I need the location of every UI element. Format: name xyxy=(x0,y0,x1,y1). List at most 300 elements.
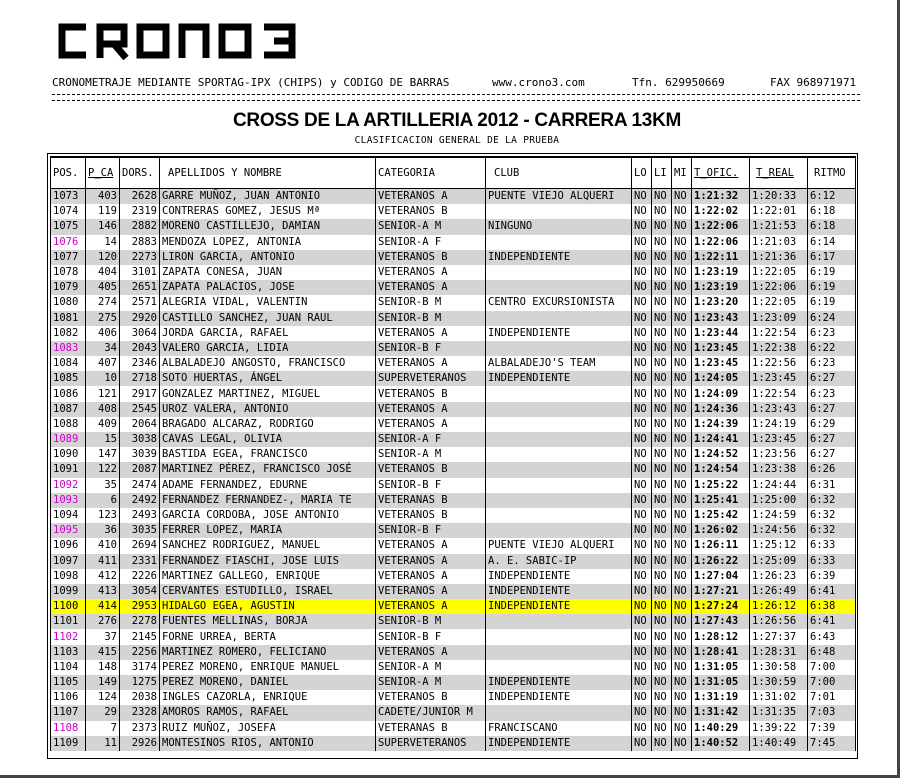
cell-name: RUIZ MUÑOZ, JOSEFA xyxy=(160,721,376,736)
cell-t-ofic: 1:25:42 xyxy=(692,508,750,523)
cell-lo: NO xyxy=(632,569,652,584)
cell-ritmo: 6:18 xyxy=(808,204,856,219)
table-row xyxy=(51,386,856,401)
cell-ritmo: 6:17 xyxy=(808,250,856,265)
cell-name: SANCHEZ RODRIGUEZ, MANUEL xyxy=(160,538,376,553)
cell-categoria: VETERANOS A xyxy=(376,280,486,295)
cell-dors: 3174 xyxy=(120,660,160,675)
table-row xyxy=(51,660,856,675)
cell-li: NO xyxy=(652,554,672,569)
cell-club: NINGUNO xyxy=(486,219,632,234)
cell-club: A. E. SABIC-IP xyxy=(486,554,632,569)
cell-ritmo: 6:19 xyxy=(808,295,856,310)
cell-categoria: SENIOR-A M xyxy=(376,675,486,690)
col-mi: MI xyxy=(672,157,692,189)
cell-name: MARTINEZ GALLEGO, ENRIQUE xyxy=(160,569,376,584)
cell-pca: 406 xyxy=(86,326,120,341)
cell-lo: NO xyxy=(632,265,652,280)
cell-t-real: 1:23:45 xyxy=(750,371,808,386)
cell-pos: 1094 xyxy=(51,508,86,523)
table-row xyxy=(51,204,856,219)
cell-li: NO xyxy=(652,326,672,341)
cell-lo: NO xyxy=(632,538,652,553)
cell-ritmo: 6:23 xyxy=(808,356,856,371)
cell-mi: NO xyxy=(672,690,692,705)
cell-pos: 1078 xyxy=(51,265,86,280)
cell-categoria: VETERANOS A xyxy=(376,356,486,371)
cell-pca: 34 xyxy=(86,341,120,356)
cell-t-ofic: 1:28:12 xyxy=(692,629,750,644)
cell-t-real: 1:22:05 xyxy=(750,265,808,280)
cell-lo: NO xyxy=(632,493,652,508)
cell-pca: 15 xyxy=(86,432,120,447)
col-categoria: CATEGORIA xyxy=(376,157,486,189)
cell-ritmo: 7:01 xyxy=(808,690,856,705)
cell-dors: 2651 xyxy=(120,280,160,295)
results-table-frame xyxy=(47,153,858,759)
cell-ritmo: 7:39 xyxy=(808,721,856,736)
cell-ritmo: 6:43 xyxy=(808,629,856,644)
cell-ritmo: 6:31 xyxy=(808,478,856,493)
cell-pos: 1090 xyxy=(51,447,86,462)
cell-dors: 2373 xyxy=(120,721,160,736)
cell-mi: NO xyxy=(672,189,692,205)
cell-pca: 124 xyxy=(86,690,120,705)
cell-lo: NO xyxy=(632,721,652,736)
cell-mi: NO xyxy=(672,447,692,462)
cell-dors: 2926 xyxy=(120,736,160,751)
cell-lo: NO xyxy=(632,614,652,629)
cell-name: UROZ VALERA, ANTONIO xyxy=(160,402,376,417)
cell-li: NO xyxy=(652,508,672,523)
cell-t-real: 1:30:59 xyxy=(750,675,808,690)
phone: Tfn. 629950669 xyxy=(632,76,725,89)
table-row xyxy=(51,326,856,341)
table-row xyxy=(51,645,856,660)
cell-t-real: 1:26:12 xyxy=(750,599,808,614)
cell-mi: NO xyxy=(672,295,692,310)
cell-mi: NO xyxy=(672,326,692,341)
table-row xyxy=(51,569,856,584)
cell-dors: 2346 xyxy=(120,356,160,371)
cell-li: NO xyxy=(652,265,672,280)
cell-t-real: 1:26:49 xyxy=(750,584,808,599)
cell-t-real: 1:31:35 xyxy=(750,705,808,720)
cell-ritmo: 6:23 xyxy=(808,386,856,401)
cell-lo: NO xyxy=(632,554,652,569)
cell-lo: NO xyxy=(632,189,652,205)
cell-dors: 3101 xyxy=(120,265,160,280)
cell-name: BASTIDA EGEA, FRANCISCO xyxy=(160,447,376,462)
cell-dors: 2328 xyxy=(120,705,160,720)
cell-name: MENDOZA LOPEZ, ANTONIA xyxy=(160,235,376,250)
cell-pos: 1093 xyxy=(51,493,86,508)
cell-club xyxy=(486,204,632,219)
cell-club xyxy=(486,462,632,477)
cell-club xyxy=(486,386,632,401)
cell-pos: 1083 xyxy=(51,341,86,356)
cell-t-ofic: 1:24:05 xyxy=(692,371,750,386)
cell-pca: 123 xyxy=(86,508,120,523)
cell-t-ofic: 1:23:45 xyxy=(692,356,750,371)
cell-t-ofic: 1:24:54 xyxy=(692,462,750,477)
cell-categoria: VETERANAS B xyxy=(376,493,486,508)
cell-t-real: 1:28:31 xyxy=(750,645,808,660)
cell-club: PUENTE VIEJO ALQUERI xyxy=(486,189,632,205)
cell-t-real: 1:22:38 xyxy=(750,341,808,356)
cell-dors: 2319 xyxy=(120,204,160,219)
page-title: CROSS DE LA ARTILLERIA 2012 - CARRERA 13KM xyxy=(232,110,682,131)
table-row xyxy=(51,341,856,356)
cell-t-real: 1:22:56 xyxy=(750,356,808,371)
cell-categoria: VETERANOS A xyxy=(376,326,486,341)
cell-categoria: SENIOR-B F xyxy=(376,341,486,356)
cell-li: NO xyxy=(652,311,672,326)
cell-li: NO xyxy=(652,417,672,432)
cell-categoria: SENIOR-B M xyxy=(376,614,486,629)
cell-name: VALERO GARCIA, LIDIA xyxy=(160,341,376,356)
fax: FAX 968971971 xyxy=(770,76,857,89)
cell-ritmo: 6:27 xyxy=(808,371,856,386)
cell-t-ofic: 1:26:22 xyxy=(692,554,750,569)
cell-name: MARTINEZ PÉREZ, FRANCISCO JOSÉ xyxy=(160,462,376,477)
cell-lo: NO xyxy=(632,235,652,250)
cell-club xyxy=(486,311,632,326)
cell-mi: NO xyxy=(672,584,692,599)
cell-li: NO xyxy=(652,462,672,477)
cell-pca: 147 xyxy=(86,447,120,462)
table-body xyxy=(51,189,856,751)
cell-lo: NO xyxy=(632,584,652,599)
cell-categoria: VETERANOS A xyxy=(376,402,486,417)
cell-ritmo: 6:39 xyxy=(808,569,856,584)
cell-lo: NO xyxy=(632,660,652,675)
cell-name: FUENTES MELLINAS, BORJA xyxy=(160,614,376,629)
cell-t-real: 1:25:12 xyxy=(750,538,808,553)
cell-t-ofic: 1:22:06 xyxy=(692,235,750,250)
cell-club: INDEPENDIENTE xyxy=(486,371,632,386)
col-t-ofic: T_OFIC. xyxy=(692,157,750,189)
cell-mi: NO xyxy=(672,705,692,720)
cell-lo: NO xyxy=(632,523,652,538)
website: www.crono3.com xyxy=(492,76,585,89)
cell-mi: NO xyxy=(672,219,692,234)
cell-dors: 2694 xyxy=(120,538,160,553)
cell-lo: NO xyxy=(632,326,652,341)
cell-lo: NO xyxy=(632,705,652,720)
cell-pca: 35 xyxy=(86,478,120,493)
cell-club: ALBALADEJO'S TEAM xyxy=(486,356,632,371)
cell-ritmo: 6:32 xyxy=(808,493,856,508)
cell-t-ofic: 1:23:43 xyxy=(692,311,750,326)
cell-dors: 3038 xyxy=(120,432,160,447)
cell-mi: NO xyxy=(672,280,692,295)
table-row xyxy=(51,675,856,690)
cell-pca: 414 xyxy=(86,599,120,614)
cell-t-real: 1:21:36 xyxy=(750,250,808,265)
cell-dors: 2226 xyxy=(120,569,160,584)
cell-mi: NO xyxy=(672,599,692,614)
cell-categoria: VETERANOS B xyxy=(376,204,486,219)
table-row xyxy=(51,250,856,265)
cell-name: HIDALGO EGEA, AGUSTIN xyxy=(160,599,376,614)
cell-mi: NO xyxy=(672,402,692,417)
cell-pos: 1079 xyxy=(51,280,86,295)
cell-mi: NO xyxy=(672,478,692,493)
cell-li: NO xyxy=(652,538,672,553)
cell-pos: 1076 xyxy=(51,235,86,250)
cell-li: NO xyxy=(652,250,672,265)
cell-name: GONZALEZ MARTINEZ, MIGUEL xyxy=(160,386,376,401)
cell-pos: 1101 xyxy=(51,614,86,629)
cell-lo: NO xyxy=(632,204,652,219)
cell-ritmo: 6:41 xyxy=(808,584,856,599)
cell-ritmo: 6:32 xyxy=(808,508,856,523)
table-row xyxy=(51,417,856,432)
table-row xyxy=(51,478,856,493)
cell-lo: NO xyxy=(632,462,652,477)
cell-dors: 2474 xyxy=(120,478,160,493)
cell-t-ofic: 1:24:36 xyxy=(692,402,750,417)
cell-club: INDEPENDIENTE xyxy=(486,690,632,705)
col-dors: DORS. xyxy=(120,157,160,189)
cell-pos: 1084 xyxy=(51,356,86,371)
cell-dors: 2953 xyxy=(120,599,160,614)
table-row xyxy=(51,614,856,629)
table-row xyxy=(51,432,856,447)
cell-dors: 2278 xyxy=(120,614,160,629)
cell-pca: 276 xyxy=(86,614,120,629)
cell-mi: NO xyxy=(672,265,692,280)
cell-ritmo: 6:41 xyxy=(808,614,856,629)
cell-t-real: 1:24:19 xyxy=(750,417,808,432)
cell-club xyxy=(486,235,632,250)
cell-li: NO xyxy=(652,523,672,538)
cell-categoria: VETERANOS A xyxy=(376,554,486,569)
cell-name: INGLES CAZORLA, ENRIQUE xyxy=(160,690,376,705)
results-table xyxy=(50,156,856,751)
table-row xyxy=(51,219,856,234)
cell-pos: 1089 xyxy=(51,432,86,447)
cell-name: ZAPATA PALACIOS, JOSE xyxy=(160,280,376,295)
cell-ritmo: 6:22 xyxy=(808,341,856,356)
cell-mi: NO xyxy=(672,341,692,356)
cell-pca: 403 xyxy=(86,189,120,205)
table-row xyxy=(51,371,856,386)
cell-pca: 408 xyxy=(86,402,120,417)
cell-t-real: 1:21:03 xyxy=(750,235,808,250)
cell-t-ofic: 1:21:32 xyxy=(692,189,750,205)
cell-li: NO xyxy=(652,402,672,417)
cell-ritmo: 6:19 xyxy=(808,265,856,280)
cell-name: FORNE URREA, BERTA xyxy=(160,629,376,644)
cell-club xyxy=(486,478,632,493)
cell-club: PUENTE VIEJO ALQUERI xyxy=(486,538,632,553)
cell-name: MONTESINOS RIOS, ANTONIO xyxy=(160,736,376,751)
cell-dors: 3064 xyxy=(120,326,160,341)
cell-categoria: VETERANOS B xyxy=(376,462,486,477)
cell-lo: NO xyxy=(632,311,652,326)
cell-li: NO xyxy=(652,371,672,386)
cell-club xyxy=(486,341,632,356)
cell-pca: 274 xyxy=(86,295,120,310)
cell-dors: 2545 xyxy=(120,402,160,417)
cell-ritmo: 6:32 xyxy=(808,523,856,538)
cell-club: INDEPENDIENTE xyxy=(486,584,632,599)
cell-categoria: VETERANOS B xyxy=(376,250,486,265)
col-pca: P_CA xyxy=(86,157,120,189)
cell-t-real: 1:22:06 xyxy=(750,280,808,295)
cell-pca: 148 xyxy=(86,660,120,675)
cell-lo: NO xyxy=(632,356,652,371)
cell-ritmo: 6:18 xyxy=(808,219,856,234)
cell-name: CASTILLO SANCHEZ, JUAN RAUL xyxy=(160,311,376,326)
cell-categoria: VETERANOS A xyxy=(376,189,486,205)
cell-li: NO xyxy=(652,705,672,720)
col-lo: LO xyxy=(632,157,652,189)
table-row xyxy=(51,523,856,538)
table-row xyxy=(51,356,856,371)
cell-mi: NO xyxy=(672,462,692,477)
cell-pca: 413 xyxy=(86,584,120,599)
cell-mi: NO xyxy=(672,569,692,584)
cell-categoria: VETERANOS A xyxy=(376,538,486,553)
cell-name: ALBALADEJO ANGOSTO, FRANCISCO xyxy=(160,356,376,371)
cell-dors: 2917 xyxy=(120,386,160,401)
cell-t-ofic: 1:27:21 xyxy=(692,584,750,599)
cell-ritmo: 6:26 xyxy=(808,462,856,477)
cell-club: INDEPENDIENTE xyxy=(486,250,632,265)
cell-club: INDEPENDIENTE xyxy=(486,326,632,341)
cell-li: NO xyxy=(652,295,672,310)
cell-t-real: 1:24:59 xyxy=(750,508,808,523)
cell-pca: 121 xyxy=(86,386,120,401)
cell-mi: NO xyxy=(672,508,692,523)
cell-pos: 1088 xyxy=(51,417,86,432)
table-row xyxy=(51,705,856,720)
cell-t-ofic: 1:23:19 xyxy=(692,280,750,295)
cell-mi: NO xyxy=(672,523,692,538)
cell-pos: 1074 xyxy=(51,204,86,219)
cell-club xyxy=(486,614,632,629)
cell-lo: NO xyxy=(632,629,652,644)
cell-t-ofic: 1:22:02 xyxy=(692,204,750,219)
cell-pos: 1102 xyxy=(51,629,86,644)
cell-name: FERRER LOPEZ, MARIA xyxy=(160,523,376,538)
table-row xyxy=(51,311,856,326)
cell-name: JORDA GARCIA, RAFAEL xyxy=(160,326,376,341)
cell-mi: NO xyxy=(672,371,692,386)
tagline: CRONOMETRAJE MEDIANTE SPORTAG-IPX (CHIPS) y CODIGO DE BARRAS xyxy=(52,76,450,89)
cell-lo: NO xyxy=(632,371,652,386)
cell-lo: NO xyxy=(632,417,652,432)
cell-ritmo: 6:27 xyxy=(808,402,856,417)
cell-li: NO xyxy=(652,629,672,644)
cell-dors: 2145 xyxy=(120,629,160,644)
cell-pca: 14 xyxy=(86,235,120,250)
cell-mi: NO xyxy=(672,250,692,265)
cell-t-real: 1:25:09 xyxy=(750,554,808,569)
cell-mi: NO xyxy=(672,417,692,432)
cell-dors: 2718 xyxy=(120,371,160,386)
cell-categoria: VETERANOS B xyxy=(376,508,486,523)
cell-t-ofic: 1:23:20 xyxy=(692,295,750,310)
table-row xyxy=(51,189,856,205)
cell-pca: 29 xyxy=(86,705,120,720)
cell-dors: 2038 xyxy=(120,690,160,705)
cell-t-ofic: 1:27:24 xyxy=(692,599,750,614)
cell-pca: 122 xyxy=(86,462,120,477)
table-row xyxy=(51,493,856,508)
cell-li: NO xyxy=(652,341,672,356)
cell-mi: NO xyxy=(672,736,692,751)
cell-dors: 2492 xyxy=(120,493,160,508)
cell-lo: NO xyxy=(632,599,652,614)
cell-pca: 10 xyxy=(86,371,120,386)
table-row xyxy=(51,280,856,295)
cell-t-real: 1:26:56 xyxy=(750,614,808,629)
cell-pos: 1109 xyxy=(51,736,86,751)
cell-club xyxy=(486,417,632,432)
cell-t-real: 1:23:09 xyxy=(750,311,808,326)
cell-categoria: VETERANOS A xyxy=(376,417,486,432)
cell-categoria: SENIOR-B F xyxy=(376,523,486,538)
cell-ritmo: 6:38 xyxy=(808,599,856,614)
cell-name: PEREZ MORENO, ENRIQUE MANUEL xyxy=(160,660,376,675)
cell-club xyxy=(486,432,632,447)
cell-t-real: 1:23:56 xyxy=(750,447,808,462)
cell-t-real: 1:30:58 xyxy=(750,660,808,675)
cell-lo: NO xyxy=(632,645,652,660)
cell-categoria: SENIOR-B M xyxy=(376,295,486,310)
cell-pos: 1085 xyxy=(51,371,86,386)
cell-pca: 405 xyxy=(86,280,120,295)
cell-name: AMOROS RAMOS, RAFAEL xyxy=(160,705,376,720)
cell-ritmo: 6:27 xyxy=(808,432,856,447)
cell-pos: 1095 xyxy=(51,523,86,538)
cell-t-ofic: 1:22:11 xyxy=(692,250,750,265)
cell-club xyxy=(486,402,632,417)
cell-pos: 1086 xyxy=(51,386,86,401)
cell-pca: 120 xyxy=(86,250,120,265)
cell-li: NO xyxy=(652,432,672,447)
cell-dors: 2493 xyxy=(120,508,160,523)
cell-t-ofic: 1:24:52 xyxy=(692,447,750,462)
cell-t-real: 1:22:54 xyxy=(750,326,808,341)
cell-t-real: 1:24:56 xyxy=(750,523,808,538)
cell-pos: 1100 xyxy=(51,599,86,614)
cell-categoria: VETERANOS A xyxy=(376,584,486,599)
cell-club xyxy=(486,493,632,508)
cell-t-ofic: 1:26:02 xyxy=(692,523,750,538)
cell-pos: 1097 xyxy=(51,554,86,569)
cell-dors: 2883 xyxy=(120,235,160,250)
cell-categoria: SUPERVETERANOS xyxy=(376,371,486,386)
cell-t-real: 1:23:45 xyxy=(750,432,808,447)
cell-li: NO xyxy=(652,386,672,401)
cell-li: NO xyxy=(652,599,672,614)
cell-categoria: SENIOR-A M xyxy=(376,447,486,462)
cell-t-ofic: 1:23:45 xyxy=(692,341,750,356)
cell-lo: NO xyxy=(632,508,652,523)
table-row xyxy=(51,736,856,751)
table-row xyxy=(51,538,856,553)
cell-t-real: 1:27:37 xyxy=(750,629,808,644)
cell-ritmo: 6:12 xyxy=(808,189,856,205)
cell-pca: 146 xyxy=(86,219,120,234)
cell-t-real: 1:22:05 xyxy=(750,295,808,310)
cell-club xyxy=(486,280,632,295)
